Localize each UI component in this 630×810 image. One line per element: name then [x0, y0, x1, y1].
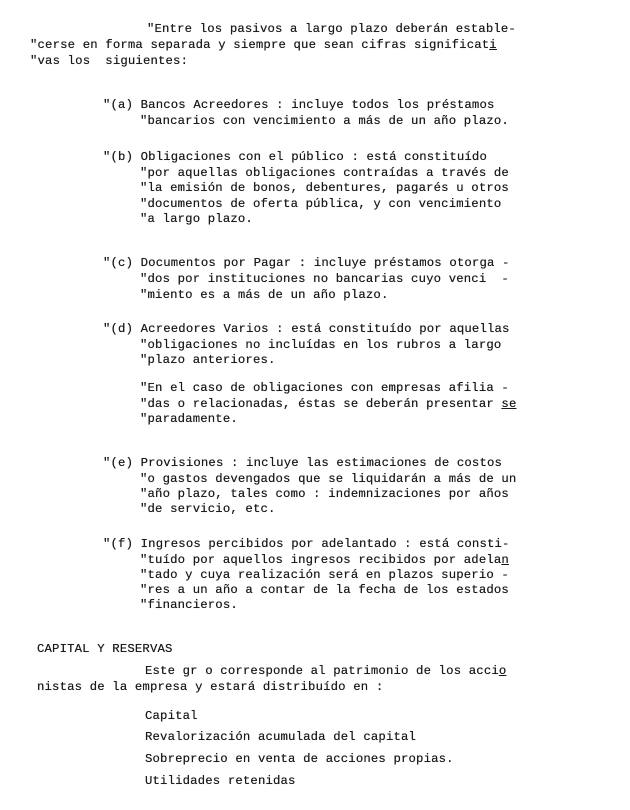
item-e-line: "o gastos devengados que se liquidarán a más de un [140, 472, 517, 486]
item-d-line: "plazo anteriores. [140, 353, 276, 367]
item-f-title: "(f) Ingresos percibidos por adelantado : está consti- [103, 537, 510, 551]
item-a-title: "(a) Bancos Acreedores : incluye todos los préstamos [103, 98, 495, 112]
item-c-title: "(c) Documentos por Pagar : incluye préstamos otorga - [103, 256, 510, 270]
item-d-line: "En el caso de obligaciones con empresas afilia - [140, 381, 509, 395]
item-d-line-text: "das o relacionadas, éstas se deberán presentar [140, 397, 502, 411]
item-b-line: "la emisión de bonos, debentures, pagarés u otros [140, 181, 509, 195]
item-f-line [140, 553, 509, 567]
capital-line-underlined: o [498, 664, 507, 678]
item-b-line: "documentos de oferta pública, y con vencimiento [140, 197, 502, 211]
section-heading: CAPITAL Y RESERVAS [37, 642, 173, 656]
capital-list-item: Utilidades retenidas [145, 774, 296, 788]
item-e-title: "(e) Provisiones : incluye las estimaciones de costos [103, 456, 503, 470]
capital-line-text: Este gr o corresponde al patrimonio de los acci [145, 664, 499, 678]
capital-line: nistas de la empresa y estará distribuído en : [37, 680, 384, 694]
item-e-line: "de servicio, etc. [140, 502, 276, 516]
item-a-line: "bancarios con vencimiento a más de un año plazo. [140, 114, 509, 128]
item-d-line: "obligaciones no incluídas en los rubros a largo [140, 338, 502, 352]
capital-list-item: Sobreprecio en venta de acciones propias. [145, 752, 454, 766]
capital-list-item: Capital [145, 709, 198, 723]
item-d-line: "paradamente. [140, 412, 238, 426]
item-d-title: "(d) Acreedores Varios : está constituído por aquellas [103, 322, 510, 336]
item-d-line [140, 397, 516, 411]
item-c-line: "dos por instituciones no bancarias cuyo venci - [140, 272, 509, 286]
intro-line: "vas los siguientes: [30, 54, 189, 68]
item-f-line: "res a un año a contar de la fecha de los estados [140, 583, 509, 597]
item-f-line-text: "tuído por aquellos ingresos recibidos por adela [140, 553, 502, 567]
intro-line-underlined: i [489, 38, 497, 52]
intro-line-text: "cerse en forma separada y siempre que sean cifras significat [30, 38, 490, 52]
item-b-line: "por aquellas obligaciones contraídas a través de [140, 166, 509, 180]
item-f-line-underlined: n [501, 553, 509, 567]
intro-line [30, 38, 497, 52]
item-d-line-underlined: se [501, 397, 517, 411]
capital-list-item: Revalorización acumulada del capital [145, 730, 417, 744]
item-f-line: "financieros. [140, 598, 238, 612]
item-f-line: "tado y cuya realización será en plazos superio - [140, 568, 509, 582]
item-c-line: "miento es a más de un año plazo. [140, 288, 389, 302]
capital-line [145, 664, 506, 678]
item-b-title: "(b) Obligaciones con el público : está constituído [103, 150, 487, 164]
intro-line: "Entre los pasivos a largo plazo deberán estable- [147, 22, 516, 36]
item-e-line: "año plazo, tales como : indemnizaciones por años [140, 487, 509, 501]
item-b-line: "a largo plazo. [140, 212, 253, 226]
